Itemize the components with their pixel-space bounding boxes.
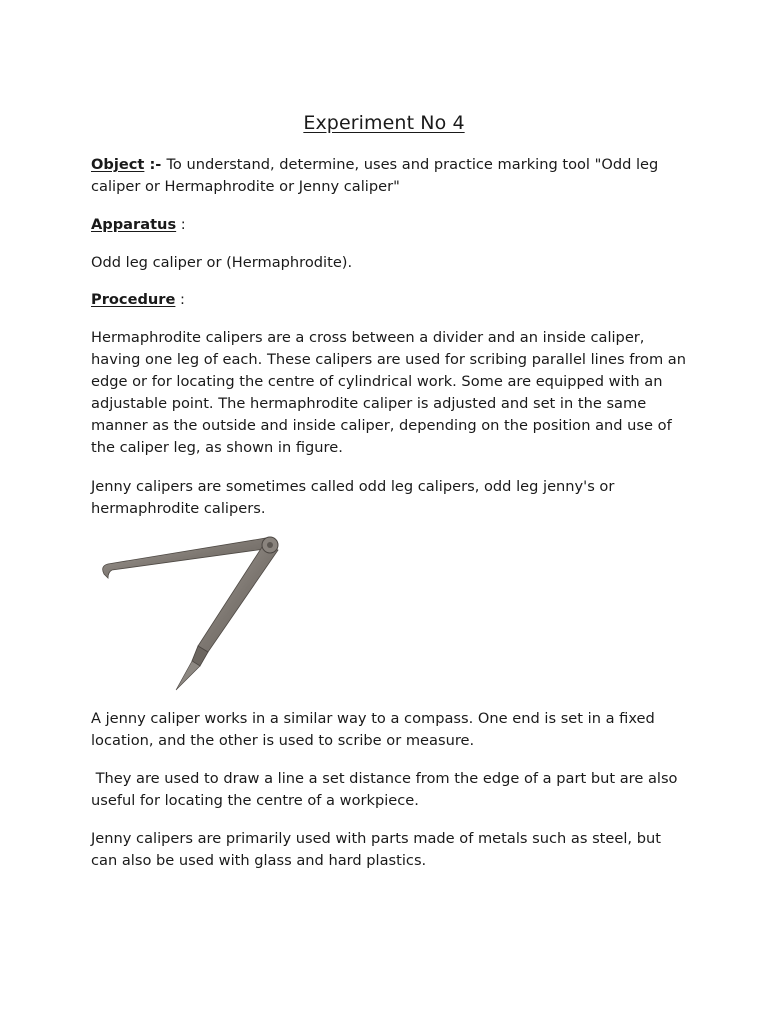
apparatus-label: Apparatus [91, 216, 177, 233]
apparatus-heading [91, 214, 691, 236]
object-text: To understand, determine, uses and practice marking tool "Odd leg caliper or Hermaphrodite or Jenny caliper" [91, 156, 659, 195]
apparatus-text: Odd leg caliper or (Hermaphrodite). [91, 254, 353, 271]
procedure-heading [91, 289, 691, 311]
description-paragraph: They are used to draw a line a set distance from the edge of a part but are also useful for locating the centre of a workpiece. [91, 770, 683, 809]
description-paragraph: A jenny caliper works in a similar way to a compass. One end is set in a fixed location, and the other is used to scribe or measure. [91, 710, 655, 749]
apparatus-separator: : [176, 216, 186, 233]
page-title: Experiment No 4 [303, 112, 465, 134]
description-paragraph: Jenny calipers are primarily used with parts made of metals such as steel, but can also be used with glass and hard plastics. [91, 830, 661, 869]
procedure-paragraph: Hermaphrodite calipers are a cross between a divider and an inside caliper, having one leg of each. These calipers are used for scribing parallel lines from an edge or for locating the centre of cylindrical work. Some are equipped with an adjustable point. The hermaphrodite caliper is adjusted and set in the same manner as the outside and inside caliper, depending on the position and use of the caliper leg, as shown in figure. [91, 329, 687, 456]
object-separator: :- [144, 156, 167, 173]
procedure-paragraph: Jenny calipers are sometimes called odd leg calipers, odd leg jenny's or hermaphrodite calipers. [91, 478, 615, 517]
object-paragraph [91, 154, 691, 198]
procedure-separator: : [175, 291, 185, 308]
procedure-label: Procedure [91, 291, 176, 308]
object-label: Object [91, 156, 145, 173]
jenny-caliper-illustration [96, 534, 286, 692]
